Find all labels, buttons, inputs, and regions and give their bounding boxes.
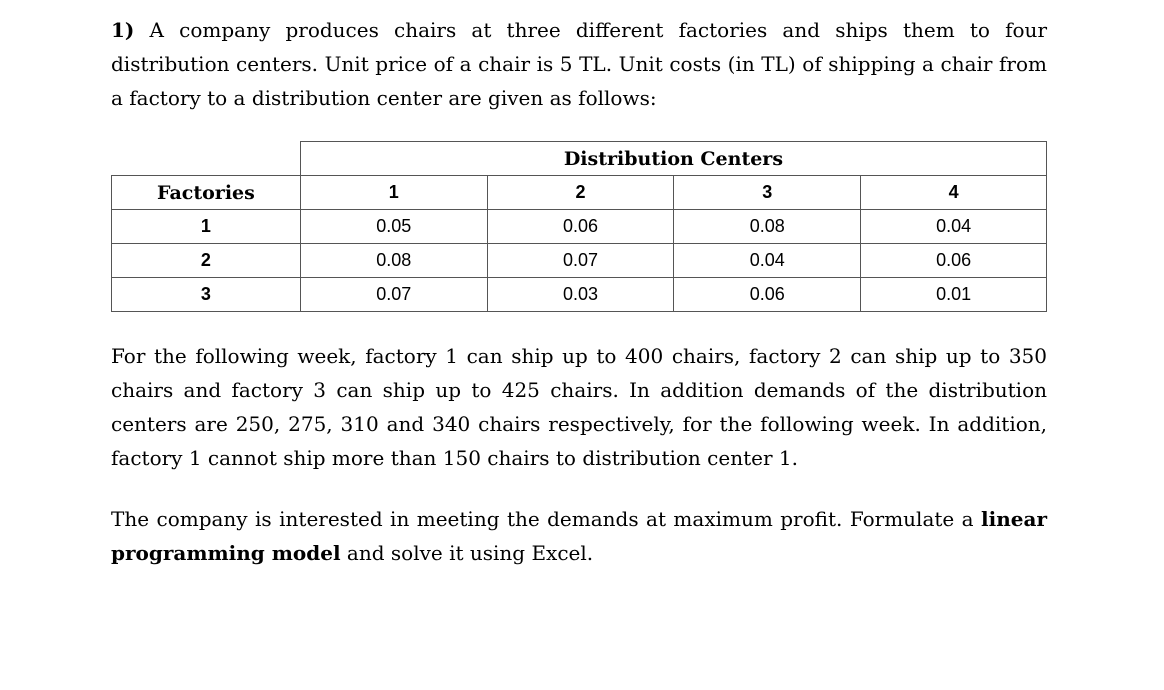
factories-header: Factories (112, 176, 301, 210)
table-row (112, 210, 1047, 244)
goal-text-before: The company is interested in meeting the demands at maximum profit. Formulate a (111, 507, 982, 531)
table-corner-cell (112, 142, 301, 176)
cost-cell: 0.04 (674, 244, 861, 278)
cost-cell: 0.07 (300, 278, 487, 312)
goal-emphasis: linear programming model (111, 507, 1047, 565)
column-header: 2 (487, 176, 674, 210)
cost-cell: 0.06 (674, 278, 861, 312)
goal-paragraph (111, 502, 1047, 570)
table-row (112, 278, 1047, 312)
table-column-header-row (112, 176, 1047, 210)
cost-cell: 0.06 (861, 244, 1047, 278)
cost-cell: 0.04 (861, 210, 1047, 244)
factory-label: 2 (112, 244, 301, 278)
column-header: 3 (674, 176, 861, 210)
factory-label: 1 (112, 210, 301, 244)
cost-cell: 0.05 (300, 210, 487, 244)
problem-number: 1) (111, 18, 135, 42)
cost-cell: 0.08 (674, 210, 861, 244)
factory-label: 3 (112, 278, 301, 312)
capacity-paragraph: For the following week, factory 1 can ship up to 400 chairs, factory 2 can ship up to 350 chairs and factory 3 can ship up to 425 chairs. In addition demands of the distribution centers are 250, 275, 310 and 340 chairs respectively, for the following week. In addition, factory 1 cannot ship more than 150 chairs to distribution center 1. (111, 344, 1047, 470)
problem-intro (111, 13, 1047, 115)
cost-cell: 0.06 (487, 210, 674, 244)
cost-cell: 0.01 (861, 278, 1047, 312)
goal-text-after: and solve it using Excel. (340, 541, 594, 565)
table-group-header-row (112, 142, 1047, 176)
distribution-centers-header: Distribution Centers (300, 142, 1046, 176)
shipping-cost-table (111, 141, 1047, 312)
problem-intro-text: A company produces chairs at three different factories and ships them to four distribution centers. Unit price of a chair is 5 TL. Unit costs (in TL) of shipping a chair from a factory to a distribution center are given as follows: (111, 18, 1047, 110)
column-header: 1 (300, 176, 487, 210)
column-header: 4 (861, 176, 1047, 210)
cost-cell: 0.08 (300, 244, 487, 278)
cost-cell: 0.03 (487, 278, 674, 312)
cost-cell: 0.07 (487, 244, 674, 278)
table-row (112, 244, 1047, 278)
